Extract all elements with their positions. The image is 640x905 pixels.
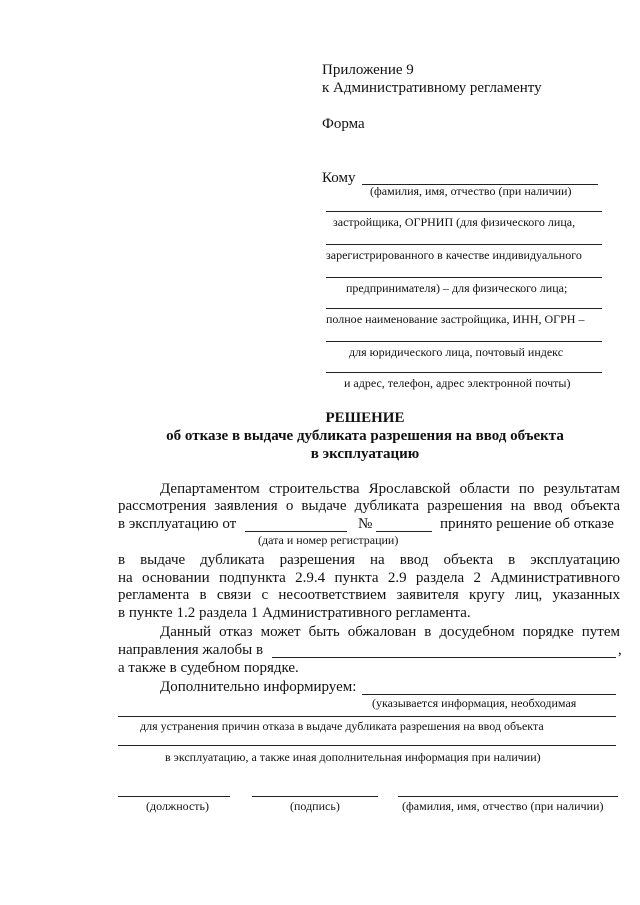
position-line — [118, 796, 230, 797]
body-p1-line6: регламента в связи с несоответствием заявителя кругу лиц, указанных — [118, 587, 620, 603]
body-p2-line2: направления жалобы в — [118, 642, 264, 658]
appendix-label: Приложение 9 — [322, 62, 414, 78]
form-label: Форма — [322, 116, 365, 132]
additional-info-hint-2: для устранения причин отказа в выдаче дубликата разрешения на ввод объекта — [140, 719, 544, 733]
body-p1-line1: Департаментом строительства Ярославской области по результатам — [160, 481, 620, 497]
addressee-line-4 — [326, 277, 602, 278]
body-p2-line1: Данный отказ может быть обжалован в досудебном порядке путем — [160, 624, 620, 640]
signature-line — [252, 796, 378, 797]
decision-subtitle-1: об отказе в выдаче дубликата разрешения на ввод объекта — [166, 428, 564, 444]
signature-hint: (подпись) — [290, 799, 340, 813]
body-p1-line7: в пункте 1.2 раздела 1 Административного регламента. — [118, 605, 471, 621]
additional-info-line-3 — [118, 745, 616, 746]
body-p3-line1: Дополнительно информируем: — [160, 679, 357, 695]
additional-info-line-2 — [118, 716, 616, 717]
name-line — [398, 796, 618, 797]
addressee-hint-4: предпринимателя) – для физического лица; — [346, 281, 568, 295]
additional-info-line-1 — [362, 694, 616, 695]
decision-subtitle-2: в эксплуатацию — [310, 446, 420, 462]
body-p1-line3-b: № — [358, 516, 373, 532]
addressee-hint-5: полное наименование застройщика, ИНН, ОГРН – — [326, 312, 585, 326]
complaint-field-line — [272, 657, 616, 658]
decision-heading: РЕШЕНИЕ — [325, 410, 405, 426]
additional-info-hint-1: (указывается информация, необходимая — [372, 696, 577, 710]
addressee-hint-6: для юридического лица, почтовый индекс — [349, 345, 564, 359]
body-p2-line3: а также в судебном порядке. — [118, 660, 299, 676]
addressee-hint-7: и адрес, телефон, адрес электронной почты) — [344, 376, 571, 390]
addressee-line-7 — [326, 372, 602, 373]
addressee-hint-2: застройщика, ОГРНИП (для физического лица, — [333, 215, 576, 229]
addressee-hint-3: зарегистрированного в качестве индивидуального — [326, 248, 582, 262]
addressee-line-2 — [326, 211, 602, 212]
body-p1-line2: рассмотрения заявления о выдаче дубликата разрешения на ввод объекта — [118, 498, 620, 514]
addressee-hint-1: (фамилия, имя, отчество (при наличии) — [370, 184, 572, 198]
to-label: Кому — [322, 170, 356, 186]
name-hint: (фамилия, имя, отчество (при наличии) — [402, 799, 604, 813]
additional-info-hint-3: в эксплуатацию, а также иная дополнительная информация при наличии) — [165, 750, 541, 764]
body-p2-comma: , — [618, 642, 622, 658]
number-field-line — [376, 531, 432, 532]
position-hint: (должность) — [146, 799, 209, 813]
body-p1-line4: в выдаче дубликата разрешения на ввод объекта в эксплуатацию — [118, 552, 620, 568]
addressee-line-5 — [326, 308, 602, 309]
body-p1-line3-c: принято решение об отказе — [440, 516, 614, 532]
addressee-line-3 — [326, 244, 602, 245]
body-p1-line5: на основании подпункта 2.9.4 пункта 2.9 раздела 2 Административного — [118, 570, 620, 586]
date-number-hint: (дата и номер регистрации) — [258, 533, 399, 547]
date-field-line — [245, 531, 347, 532]
body-p1-line3-a: в эксплуатацию от — [118, 516, 237, 532]
regulation-ref: к Административному регламенту — [322, 80, 542, 96]
addressee-line-6 — [326, 341, 602, 342]
